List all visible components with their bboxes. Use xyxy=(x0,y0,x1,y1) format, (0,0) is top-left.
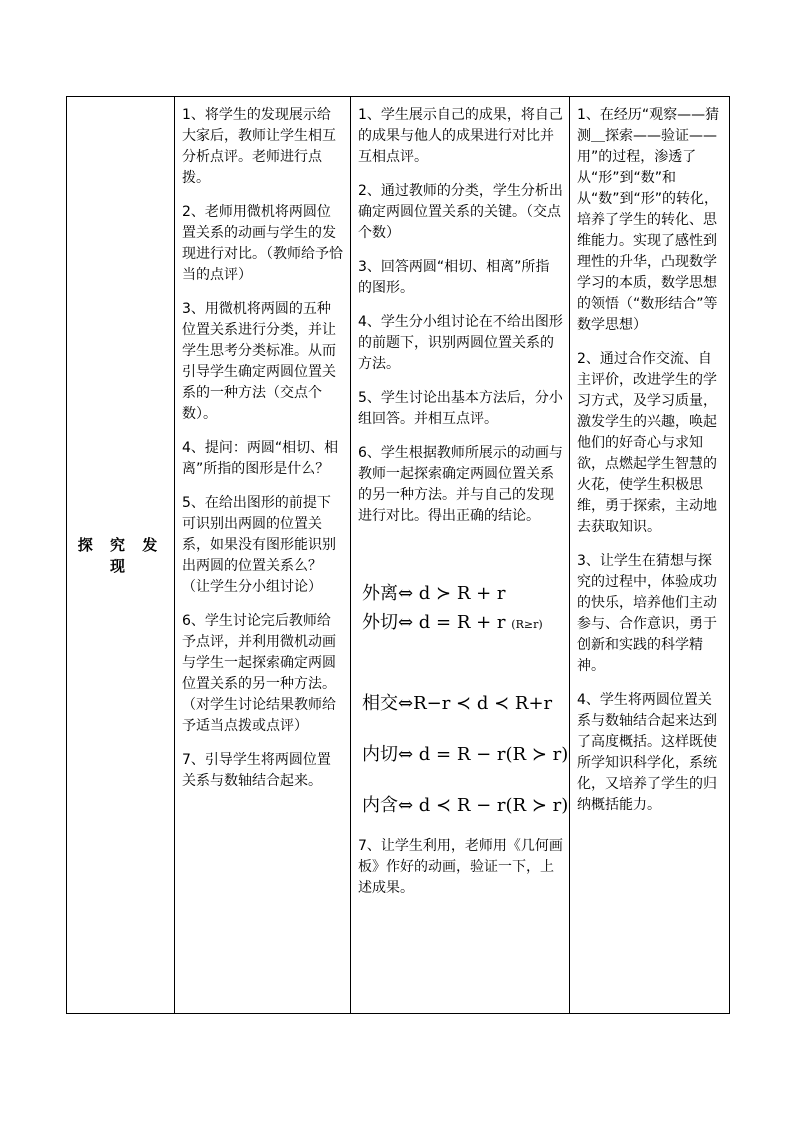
design-intent-item: 1、在经历“观察——猜测＿探索——验证——用”的过程，渗透了从“形”到“数”和从“数”到“形”的转化，培养了学生的转化、思维能力。实现了感性到理性的升华，凸现数学学习的本质，数学思想的领悟（“数形结合”等数学思想） xyxy=(577,107,720,333)
formula-external-tangent-main: 外切⇔ d = R + r xyxy=(362,612,506,633)
section-label-cell xyxy=(67,97,175,1014)
teacher-step: 2、老师用微机将两圆位置关系的动画与学生的发现进行对比。（教师给予恰当的点评） xyxy=(182,204,343,283)
student-step: 2、通过教师的分类，学生分析出确定两圆位置关系的关键。（交点个数） xyxy=(358,183,563,241)
design-intent-cell xyxy=(570,97,730,1014)
design-intent-item: 4、学生将两圆位置关系与数轴结合起来达到了高度概括。这样既使所学知识科学化，系统化，又培养了学生的归纳概括能力。 xyxy=(577,692,717,813)
section-label: 探 究 发 现 xyxy=(77,536,164,575)
teacher-step: 1、将学生的发现展示给大家后，教师让学生相互分析点评。老师进行点拨。 xyxy=(182,107,336,186)
student-step: 5、学生讨论出基本方法后，分小组回答。并相互点评。 xyxy=(358,390,563,427)
formula-external-separate: 外离⇔ d ≻ R + r xyxy=(362,583,506,604)
student-step: 4、学生分小组讨论在不给出图形的前题下，识别两圆位置关系的方法。 xyxy=(358,314,563,372)
student-step: 6、学生根据教师所展示的动画与教师一起探索确定两圆位置关系的另一种方法。并与自己的发现进行对比。得出正确的结论。 xyxy=(358,445,563,524)
teacher-step: 4、提问：两圆“相切、相离”所指的图形是什么？ xyxy=(182,440,339,477)
circle-relation-formulas xyxy=(362,583,569,816)
teacher-activity-cell xyxy=(175,97,351,1014)
design-intent-item: 3、让学生在猜想与探究的过程中，体验成功的快乐，培养他们主动参与、合作意识，勇于创新和实践的科学精神。 xyxy=(577,553,717,674)
teacher-step: 3、用微机将两圆的五种位置关系进行分类，并让学生思考分类标准。从而引导学生确定两圆位置关系的一种方法（交点个数）。 xyxy=(182,301,336,422)
lesson-table xyxy=(66,96,730,1014)
student-step: 3、回答两圆“相切、相离”所指的图形。 xyxy=(358,259,550,296)
student-step: 1、学生展示自己的成果，将自己的成果与他人的成果进行对比并互相点评。 xyxy=(358,107,563,165)
design-intent-item: 2、通过合作交流、自主评价，改进学生的学习方式，及学习质量，激发学生的兴趣，唤起他们的好奇心与求知欲，点燃起学生智慧的火花，使学生积极思维，勇于探索，主动地去获取知识。 xyxy=(577,351,717,535)
formula-internal-contain: 内含⇔ d ≺ R − r(R ≻ r) xyxy=(362,795,569,816)
teacher-step: 7、引导学生将两圆位置关系与数轴结合起来。 xyxy=(182,752,331,789)
formula-external-tangent-condition: (R≥r) xyxy=(511,618,543,631)
formula-intersect: 相交⇔R−r ≺ d ≺ R+r xyxy=(362,693,553,714)
table-row xyxy=(67,97,730,1014)
student-step-final: 7、让学生利用，老师用《几何画板》作好的动画，验证一下，上述成果。 xyxy=(358,838,563,896)
teacher-step: 5、在给出图形的前提下可识别出两圆的位置关系，如果没有图形能识别出两圆的位置关系么？（让学生分小组讨论） xyxy=(182,495,336,595)
student-activity-cell xyxy=(351,97,570,1014)
formula-internal-tangent: 内切⇔ d = R − r(R ≻ r) xyxy=(362,744,569,765)
formula-external-tangent xyxy=(362,612,563,635)
teacher-step: 6、学生讨论完后教师给予点评，并利用微机动画与学生一起探索确定两圆位置关系的另一种方法。（对学生讨论结果教师给予适当点拨或点评） xyxy=(182,613,336,734)
